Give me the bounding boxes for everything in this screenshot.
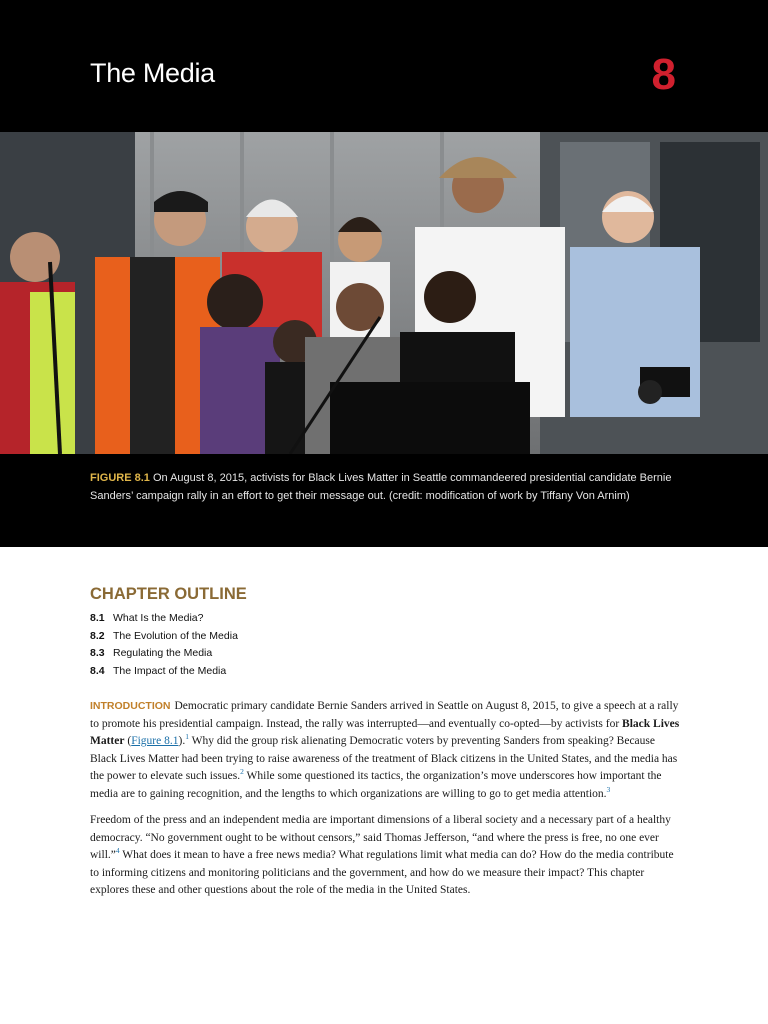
- black-lives-matter-term: Black Lives Matter: [90, 717, 680, 747]
- figure-caption: [90, 470, 680, 505]
- chapter-number: 8: [651, 50, 676, 99]
- outline-item[interactable]: [90, 663, 680, 681]
- outline-item-label: The Evolution of the Media: [113, 629, 238, 642]
- figure-label: FIGURE 8.1: [90, 472, 150, 484]
- footnote-2-link[interactable]: 2: [240, 767, 244, 777]
- intro-label: INTRODUCTION: [90, 700, 171, 712]
- intro-text: Democratic primary candidate Bernie Sanders arrived in Seattle on August 8, 2015, to give a speech at a rally to promote his presidential campaign. Instead, the rally was interrupted—and eventually co-opted—by activists for: [90, 700, 679, 730]
- intro-text: Why did the group risk alienating Democratic voters by preventing Sanders from speaking? Because Black Lives Matter had been trying to raise awareness of the treatment of Black citizens in the United States, and the media has the power to elevate such issues.: [90, 735, 678, 782]
- intro-text: ).: [178, 735, 186, 747]
- chapter-body: [90, 698, 682, 909]
- outline-item[interactable]: [90, 610, 680, 628]
- footnote-3-link[interactable]: 3: [606, 784, 611, 794]
- outline-item[interactable]: [90, 645, 680, 663]
- body-text: What does it mean to have a free news media? What regulations limit what media can do? How do the media contribute to informing citizens and monitoring politicians and the government, and how do we measure their impact? This chapter explores these and other questions about the role of the media in the United States.: [90, 849, 674, 896]
- footnote-4-link[interactable]: 4: [115, 846, 120, 856]
- figure-8-1-link[interactable]: Figure 8.1: [131, 735, 179, 747]
- outline-heading: CHAPTER OUTLINE: [90, 585, 247, 603]
- intro-text: While some questioned its tactics, the organization’s move underscores how important the media are to gaining recognition, and the lengths to which organizations are willing to go to get media attention.: [90, 770, 662, 800]
- intro-paragraph: [90, 698, 682, 803]
- body-text: Freedom of the press and an independent media are important dimensions of a liberal society and a necessary part of a healthy democracy. “No government ought to be without censors,” said Thomas Jefferson, “and where the press is free, no one ever will.”: [90, 814, 671, 861]
- protest-photo: [0, 132, 768, 454]
- outline-item-label: What Is the Media?: [113, 612, 204, 624]
- outline-item-number: 8.3: [90, 647, 105, 659]
- outline-item-label: The Impact of the Media: [113, 664, 227, 677]
- outline-item-number: 8.4: [90, 664, 105, 677]
- intro-text: (: [124, 735, 132, 747]
- body-paragraph: [90, 812, 682, 900]
- outline-item-number: 8.1: [90, 612, 105, 624]
- figure-caption-text: On August 8, 2015, activists for Black Lives Matter in Seattle commandeered presidential candidate Bernie Sanders’ campaign rally in an effort to get their message out. (credit: modification of work by Tiffany Von Arnim): [90, 472, 672, 502]
- outline-item-label: Regulating the Media: [113, 647, 213, 659]
- footnote-1-link[interactable]: 1: [185, 732, 189, 742]
- outline-item[interactable]: [90, 628, 680, 646]
- chapter-title: The Media: [90, 58, 215, 88]
- chapter-outline: [90, 585, 680, 680]
- outline-item-number: 8.2: [90, 629, 105, 642]
